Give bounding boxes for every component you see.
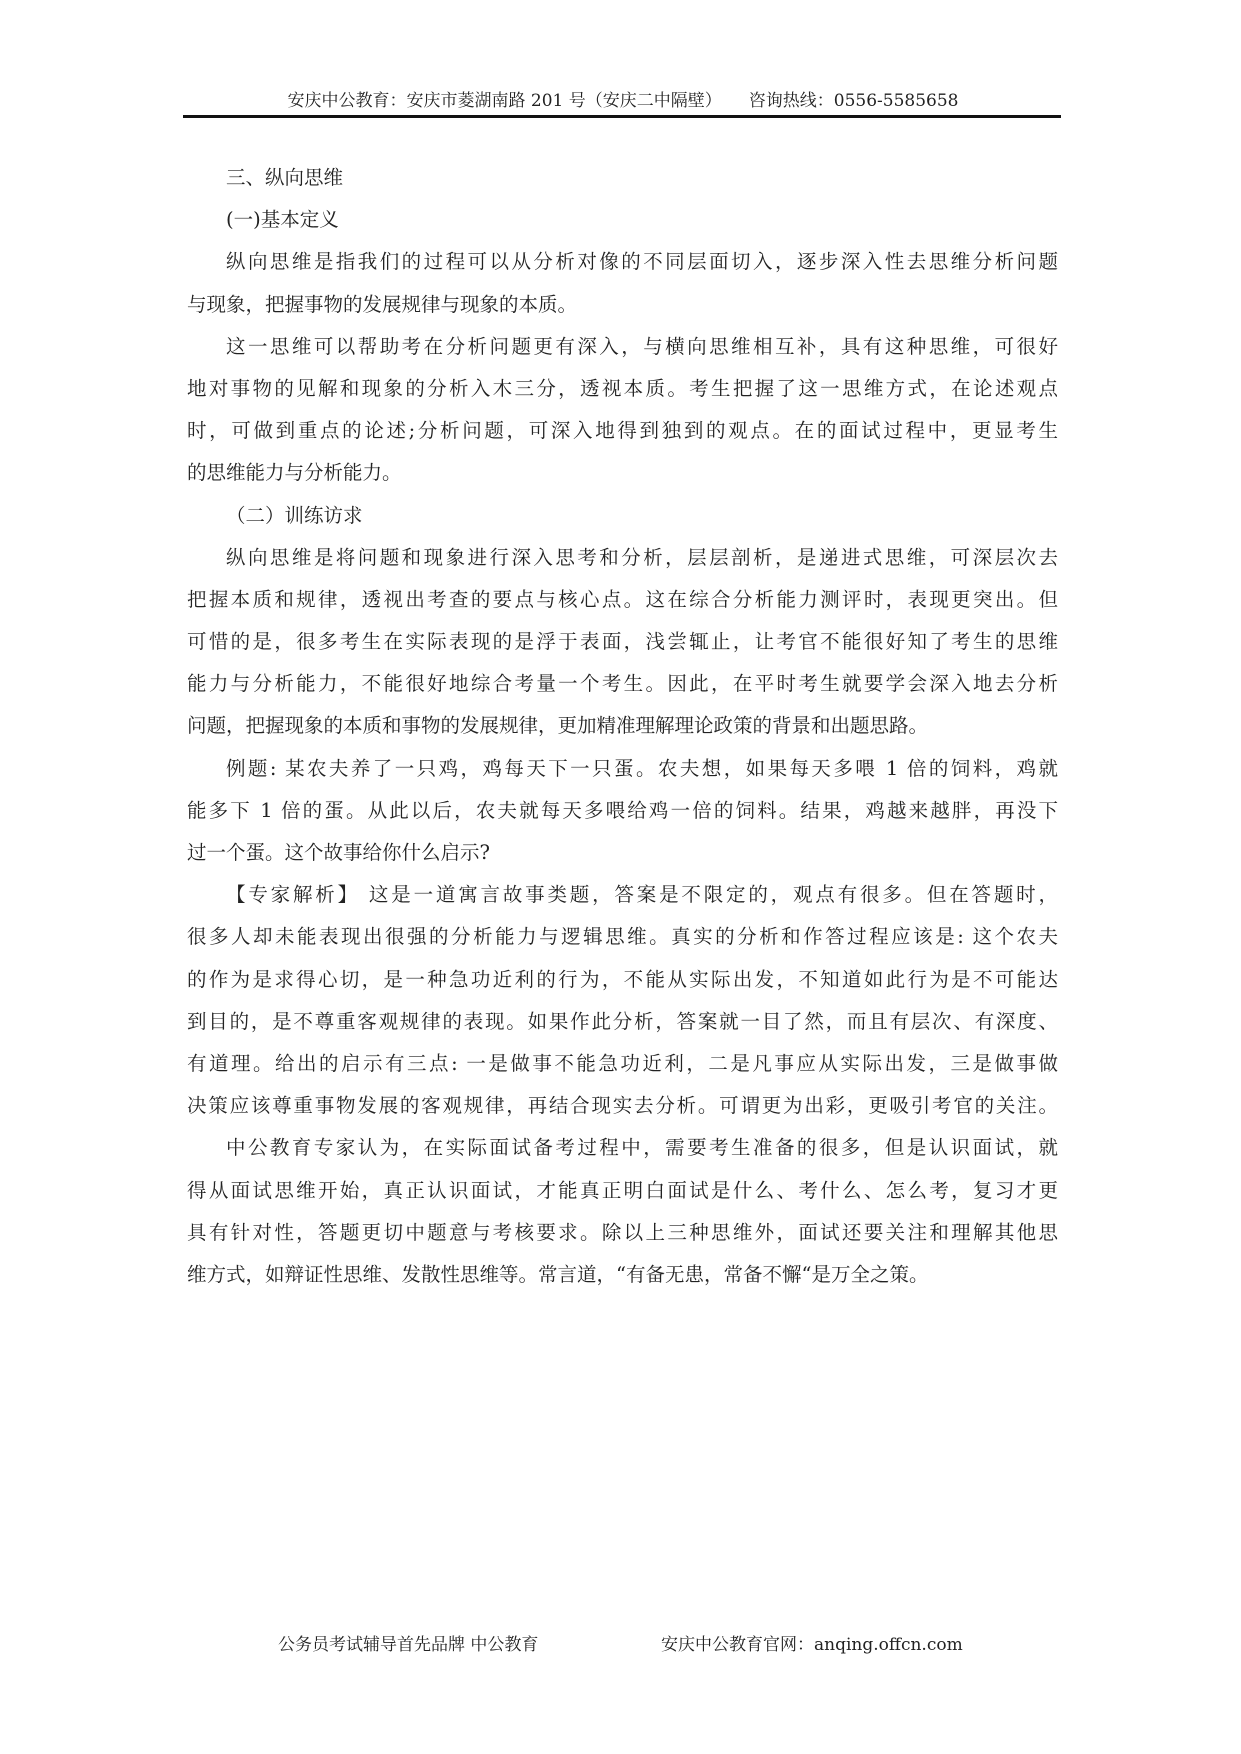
- text-line: 能多下 1 倍的蛋。从此以后，农夫就每天多喂给鸡一倍的饲料。结果，鸡越来越胖，再没下: [187, 798, 1058, 822]
- text-line: （二）训练访求: [226, 503, 363, 527]
- footer-slogan: 公务员考试辅导首先品牌 中公教育: [278, 1635, 539, 1655]
- document-body: [187, 157, 1058, 1296]
- text-line: 【专家解析】 这是一道寓言故事类题，答案是不限定的，观点有很多。但在答题时，: [226, 883, 1058, 907]
- text-line: 的作为是求得心切，是一种急功近利的行为，不能从实际出发，不知道如此行为是不可能达: [187, 967, 1058, 991]
- text-line: 这一思维可以帮助考在分析问题更有深入，与横向思维相互补，具有这种思维，可很好: [226, 334, 1058, 358]
- text-line: 过一个蛋。这个故事给你什么启示?: [187, 841, 490, 864]
- text-line: 与现象，把握事物的发展规律与现象的本质。: [187, 292, 578, 316]
- text-line: 有道理。给出的启示有三点: 一是做事不能急功近利，二是凡事应从实际出发，三是做事做: [187, 1051, 1058, 1075]
- text-line: 中公教育专家认为，在实际面试备考过程中，需要考生准备的很多，但是认识面试，就: [226, 1136, 1058, 1160]
- text-line: 具有针对性，答题更切中题意与考核要求。除以上三种思维外，面试还要关注和理解其他思: [187, 1220, 1058, 1244]
- text-line: 的思维能力与分析能力。: [187, 461, 402, 485]
- text-line: 决策应该尊重事物发展的客观规律，再结合现实去分析。可谓更为出彩，更吸引考官的关注。: [187, 1094, 1058, 1118]
- text-line: 地对事物的见解和现象的分析入木三分，透视本质。考生把握了这一思维方式，在论述观点: [187, 376, 1058, 400]
- text-line: 问题，把握现象的本质和事物的发展规律，更加精准理解理论政策的背景和出题思路。: [187, 714, 929, 738]
- text-line: 把握本质和规律，透视出考查的要点与核心点。这在综合分析能力测评时，表现更突出。但: [187, 587, 1058, 611]
- header-rule: [183, 115, 1061, 118]
- text-line: 能力与分析能力，不能很好地综合考量一个考生。因此，在平时考生就要学会深入地去分析: [187, 672, 1058, 696]
- text-line: 时，可做到重点的论述;分析问题，可深入地得到独到的观点。在的面试过程中，更显考生: [187, 419, 1058, 443]
- text-line: 得从面试思维开始，真正认识面试，才能真正明白面试是什么、考什么、怎么考，复习才更: [187, 1178, 1058, 1202]
- text-line: (一)基本定义: [226, 208, 339, 232]
- text-line: 维方式，如辩证性思维、发散性思维等。常言道，“有备无患，常备不懈“是万全之策。: [187, 1262, 929, 1286]
- text-line: 纵向思维是指我们的过程可以从分析对像的不同层面切入，逐步深入性去思维分析问题: [226, 250, 1058, 274]
- text-line: 很多人却未能表现出很强的分析能力与逻辑思维。真实的分析和作答过程应该是: 这个农夫: [187, 925, 1058, 949]
- text-line: 纵向思维是将问题和现象进行深入思考和分析，层层剖析，是递进式思维，可深层次去: [226, 545, 1058, 569]
- footer-website: 安庆中公教育官网：anqing.offcn.com: [661, 1635, 963, 1655]
- page-header: 安庆中公教育：安庆市菱湖南路 201 号（安庆二中隔壁） 咨询热线：0556-5585658: [287, 91, 959, 111]
- text-line: 三、纵向思维: [226, 166, 344, 189]
- text-line: 到目的，是不尊重客观规律的表现。如果作此分析，答案就一目了然，而且有层次、有深度、: [187, 1009, 1058, 1033]
- text-line: 例题: 某农夫养了一只鸡，鸡每天下一只蛋。农夫想，如果每天多喂 1 倍的饲料，鸡就: [226, 756, 1058, 780]
- text-line: 可惜的是，很多考生在实际表现的是浮于表面，浅尝辄止，让考官不能很好知了考生的思维: [187, 630, 1058, 654]
